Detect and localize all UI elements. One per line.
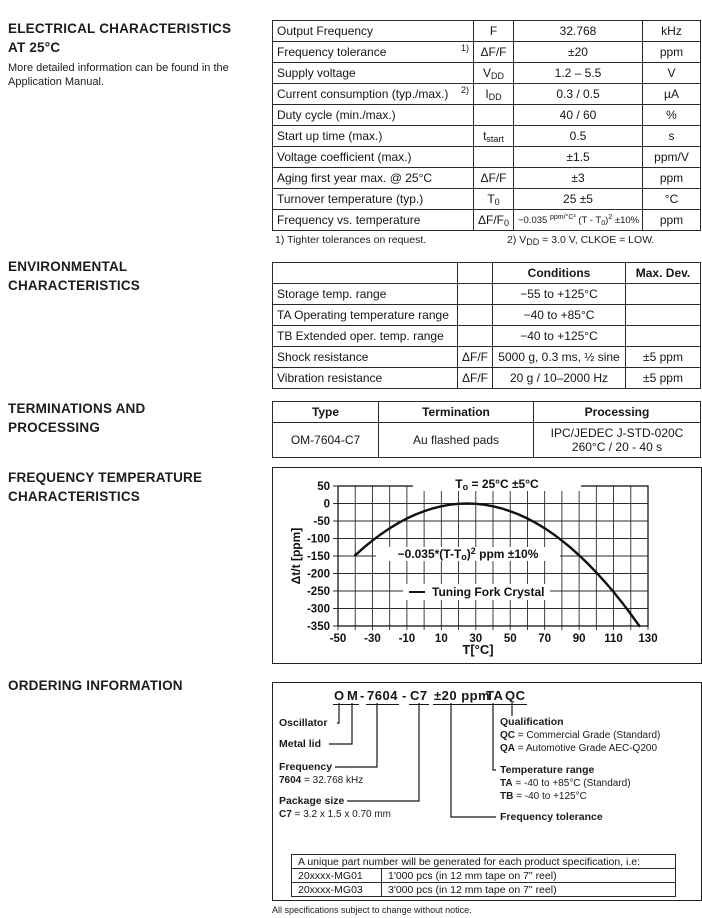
svg-text:-50: -50 [313,516,330,528]
chart-legend [403,584,550,600]
symbol-cell: $V_{DD}$ [474,63,514,84]
svg-text:130: 130 [638,633,658,645]
environmental-table [272,262,701,389]
param-cell: TA Operating temperature range [273,305,458,326]
value-cell: 32.768 [514,21,643,42]
electrical-table [272,20,701,231]
table-row [273,423,701,458]
processing-line: 260°C / 20 - 40 s [571,440,663,454]
legend-label: Tuning Fork Crystal [432,585,545,599]
param-cell: Voltage coefficient (max.) [273,147,474,168]
unit-cell: ppm [643,168,701,189]
svg-text:50: 50 [503,633,517,645]
symbol-cell [458,305,493,326]
ordering-label-qualification: Qualification [500,716,564,728]
ordering-label-frequency-tolerance: Frequency tolerance [500,811,603,823]
table-row [273,347,701,368]
heading-line: TERMINATIONS AND [8,401,146,416]
value-cell: 25 ±5 [514,189,643,210]
part-number-cell: 20xxxx-MG03 [292,883,382,897]
unit-cell: ppm/V [643,147,701,168]
chart-canvas [273,468,698,660]
maxdev-cell [626,305,701,326]
table-header-row [273,263,701,284]
table-row [273,326,701,347]
section-heading-freqtemp [8,468,202,506]
type-cell: OM-7604-C7 [273,423,379,458]
table-row [273,305,701,326]
column-header-processing: Processing [534,402,701,423]
table-row [273,21,701,42]
param-cell: Frequency vs. temperature [273,210,474,231]
column-header-termination: Termination [379,402,534,423]
svg-text:-250: -250 [306,586,330,598]
heading-line: FREQUENCY TEMPERATURE [8,470,203,485]
footnote-ref: 2) [460,85,469,95]
unit-cell: ppm [643,42,701,63]
table-row [273,42,701,63]
svg-text:-100: -100 [306,533,330,546]
param-cell: Shock resistance [273,347,458,368]
conditions-cell: −40 to +125°C [493,326,626,347]
part-number-segment: O [334,688,345,703]
value-cell: 0.3 / 0.5 [514,84,643,105]
maxdev-cell: ±5 ppm [626,368,701,389]
section-heading-environmental [8,257,140,295]
param-cell: Current consumption (typ./max.) 2) [273,84,474,105]
part-number-segment: TA [486,688,504,703]
svg-text:0: 0 [323,498,330,511]
part-number-separator: - [402,688,407,703]
param-cell: Supply voltage [273,63,474,84]
svg-text:10: 10 [434,633,448,645]
symbol-cell: $T_0$ [474,189,514,210]
value-cell: ±20 [514,42,643,63]
heading-line: ENVIRONMENTAL [8,259,128,274]
part-number-segment: M [347,688,359,703]
value-cell: ±3 [514,168,643,189]
svg-text:-150: -150 [306,551,330,563]
processing-cell [534,423,701,458]
heading-line: AT 25°C [8,40,61,55]
symbol-cell: ΔF/F [474,42,514,63]
symbol-cell [474,105,514,126]
param-cell: Duty cycle (min./max.) [273,105,474,126]
maxdev-cell: ±5 ppm [626,347,701,368]
symbol-cell: $t_{start}$ [474,126,514,147]
heading-line: ELECTRICAL CHARACTERISTICS [8,21,232,36]
chart-title: $T_o = 25^\circ C \pm 5^\circ C$ [413,477,581,491]
section-heading-terminations [8,399,145,437]
svg-text:-350: -350 [306,621,330,633]
table-row [273,168,701,189]
svg-text:-50: -50 [329,633,347,645]
table-row [273,63,701,84]
ordering-diagram [272,682,702,901]
table-row [273,284,701,305]
unit-cell: % [643,105,701,126]
conditions-cell: −55 to +125°C [493,284,626,305]
part-number-segment: C7 [410,688,428,703]
table-row [273,126,701,147]
quantity-cell: 1'000 pcs (in 12 mm tape on 7" reel) [382,869,676,883]
ordering-label-oscillator: Oscillator [279,717,328,729]
quantity-cell: 3'000 pcs (in 12 mm tape on 7" reel) [382,883,676,897]
unit-cell: ppm [643,210,701,231]
footnote-ref: 1) [460,43,469,53]
symbol-cell: $\Delta F/F_0$ [474,210,514,231]
table-row [292,869,676,883]
param-cell: Aging first year max. @ 25°C [273,168,474,189]
table-row [273,84,701,105]
part-number-segment: 7604 [367,688,398,703]
column-header-conditions: Conditions [493,263,626,284]
heading-line: CHARACTERISTICS [8,489,141,504]
svg-text:-10: -10 [398,633,416,645]
frequency-temperature-chart [272,467,702,664]
svg-text:-300: -300 [306,603,330,616]
page-footer: All specifications subject to change without notice. [272,905,472,915]
svg-text:-30: -30 [364,633,381,645]
chart-y-axis-label: Δt/t [ppm] [289,527,303,585]
symbol-cell [458,326,493,347]
conditions-cell: −40 to +85°C [493,305,626,326]
electrical-note [8,62,229,89]
param-cell: Turnover temperature (typ.) [273,189,474,210]
conditions-cell: 20 g / 10–2000 Hz [493,368,626,389]
param-cell: Vibration resistance [273,368,458,389]
ordering-label-frequency: Frequency [279,761,333,773]
ordering-label-frequency-value: 7604 = 32.768 kHz [279,775,364,786]
unit-cell: s [643,126,701,147]
unit-cell: µA [643,84,701,105]
part-number-table [291,854,676,897]
symbol-cell: $I_{DD}$ [474,84,514,105]
ordering-label-metal-lid: Metal lid [279,738,322,750]
value-cell: 0.5 [514,126,643,147]
svg-text:90: 90 [572,633,586,645]
note-line: Application Manual. [8,75,105,88]
param-cell: Start up time (max.) [273,126,474,147]
note-line: More detailed information can be found in the [8,62,229,74]
column-header-type: Type [273,402,379,423]
footnote-2: 2) $V_{DD} = 3.0$ V, CLKOE = LOW. [507,234,655,247]
maxdev-cell [626,326,701,347]
value-cell: −0.035 $^{ppm/^\circ C^2}$ $(T - T_0)^2 \pm 10\%$ [514,210,643,231]
part-number-note: A unique part number will be generated for each product specification, i.e: [292,855,676,869]
param-cell: Output Frequency [273,21,474,42]
symbol-cell [474,147,514,168]
table-row [273,189,701,210]
column-header-maxdev: Max. Dev. [626,263,701,284]
terminations-table [272,401,701,458]
unit-cell: kHz [643,21,701,42]
conditions-cell: 5000 g, 0.3 ms, ½ sine [493,347,626,368]
symbol-cell [458,284,493,305]
footnote-1: 1) Tighter tolerances on request. [275,234,427,246]
value-cell: 40 / 60 [514,105,643,126]
ordering-label-package-value: C7 = 3.2 x 1.5 x 0.70 mm [279,809,392,820]
param-cell: Frequency tolerance 1) [273,42,474,63]
table-row [273,368,701,389]
section-heading-ordering: ORDERING INFORMATION [8,678,183,693]
svg-text:70: 70 [538,633,552,645]
ordering-label-qualification-qc: QC = Commercial Grade (Standard) [500,730,661,741]
ordering-label-package-size: Package size [279,795,345,807]
table-header-row [273,402,701,423]
table-row [273,210,701,231]
ordering-label-qualification-qa: QA = Automotive Grade AEC-Q200 [500,743,658,754]
empty-cell [458,263,493,284]
table-row [273,147,701,168]
symbol-cell: ΔF/F [474,168,514,189]
empty-cell [273,263,458,284]
maxdev-cell [626,284,701,305]
termination-cell: Au flashed pads [379,423,534,458]
part-number-segment: QC [505,688,526,703]
table-header-row [292,855,676,869]
chart-x-axis-label: T[°C] [462,642,494,657]
symbol-cell: ΔF/F [458,347,493,368]
ordering-label-temprange-tb: TB = -40 to +125°C [500,791,587,802]
table-row [273,105,701,126]
section-heading-electrical [8,19,231,57]
unit-cell: V [643,63,701,84]
param-cell: TB Extended oper. temp. range [273,326,458,347]
processing-line: IPC/JEDEC J-STD-020C [550,426,684,440]
ordering-label-temprange-ta: TA = -40 to +85°C (Standard) [500,778,631,789]
value-cell: 1.2 – 5.5 [514,63,643,84]
part-number-cell: 20xxxx-MG01 [292,869,382,883]
heading-line: CHARACTERISTICS [8,278,141,293]
symbol-cell: ΔF/F [458,368,493,389]
legend-line-swatch [409,591,425,593]
svg-text:50: 50 [317,481,330,493]
param-cell: Storage temp. range [273,284,458,305]
unit-cell: °C [643,189,701,210]
svg-text:30: 30 [469,633,483,645]
table-row [292,883,676,897]
heading-line: PROCESSING [8,420,101,435]
ordering-label-temperature-range: Temperature range [500,764,595,776]
value-cell: ±1.5 [514,147,643,168]
part-number-segment: ±20 ppm [434,688,491,703]
chart-annotation: $-0.035*(T-T_o)^2$ ppm ±10% [376,547,560,561]
svg-text:-200: -200 [306,568,330,581]
part-number-separator: - [360,688,365,703]
svg-text:110: 110 [604,633,623,645]
symbol-cell: F [474,21,514,42]
